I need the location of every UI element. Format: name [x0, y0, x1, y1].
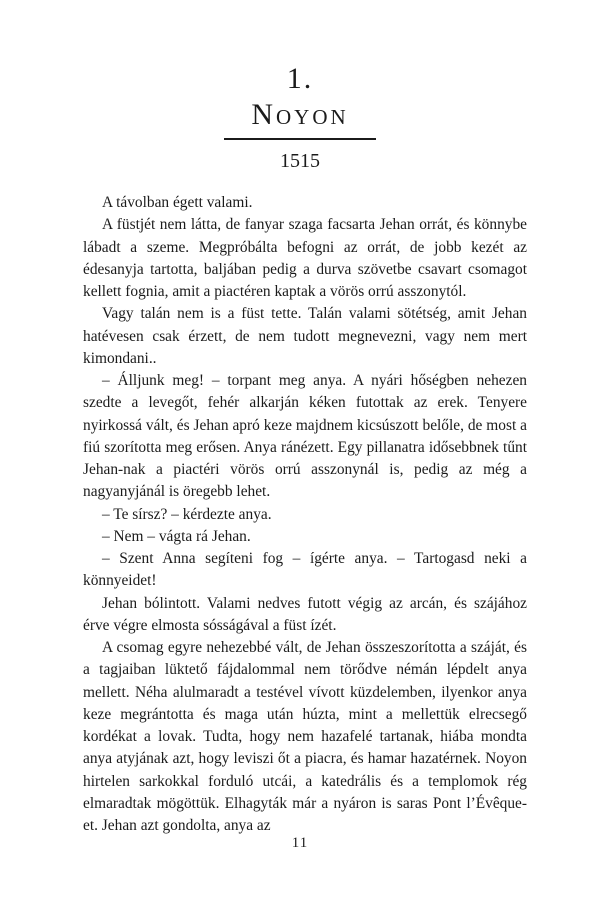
title-divider: [224, 138, 376, 140]
paragraph: – Szent Anna segíteni fog – ígérte anya. – Tartogasd neki a könnyeidet!: [83, 550, 527, 590]
paragraph: A csomag egyre nehezebbé vált, de Jehan összeszorította a száját, és a tagjaiban lüktető fájdalommal nem törődve némán lépdelt anya mellett. Néha alulmaradt a testével vívott küzdelemben, ilyenkor anya keze megrántotta és maga után húzta, mint a mellettük elrecsegő kordékat a lovak. Tudta, hogy nem hazafelé tartanak, hiába mondta anya atyjának azt, hogy leviszi őt a piacra, és hamar hazatérnek. Noyon hirtelen sarkokkal forduló utcái, a katedrális és a templomok rég elmaradtak mögöttük. Elhagyták már a nyáron is saras Pont l’Évêque-et. Jehan azt gondolta, anya az: [83, 639, 527, 834]
paragraph: A füstjét nem látta, de fanyar szaga facsarta Jehan orrát, és könnybe lábadt a szeme. Megpróbálta befogni az orrát, de jobb kezét az édesanyja tartotta, baljában pedig a durva szövetbe csavart csomagot kellett fognia, amit a piactéren kaptak a vörös orrú asszonytól.: [83, 216, 527, 300]
chapter-body: [83, 192, 527, 837]
chapter-number: 1.: [286, 62, 314, 95]
paragraph: – Álljunk meg! – torpant meg anya. A nyári hőségben nehezen szedte a levegőt, fehér alkarján kéken futottak az erek. Tenyere nyirkossá vált, és Jehan apró keze majdnem kicsúszott belőle, de most a fiú szorította meg erősen. Anya ránézett. Egy pillanatra idősebbnek tűnt Jehan-nak a piactéri vörös orrú asszonynál is, pedig az még a nagyanyjánál is öregebb lehet.: [83, 372, 527, 501]
paragraph: Vagy talán nem is a füst tette. Talán valami sötétség, amit Jehan hatévesen csak érzett, de nem tudott megnevezni, vagy nem mert kimondani..: [83, 305, 527, 367]
paragraph: A távolban égett valami.: [102, 194, 253, 211]
chapter-title: Noyon: [251, 98, 349, 131]
paragraph: – Nem – vágta rá Jehan.: [102, 527, 251, 545]
chapter-year: 1515: [280, 150, 320, 172]
paragraph: Jehan bólintott. Valami nedves futott végig az arcán, és szájához érve végre elmosta sósságával a füst ízét.: [83, 594, 527, 634]
paragraph: – Te sírsz? – kérdezte anya.: [102, 505, 272, 523]
page-number: 11: [291, 835, 309, 851]
